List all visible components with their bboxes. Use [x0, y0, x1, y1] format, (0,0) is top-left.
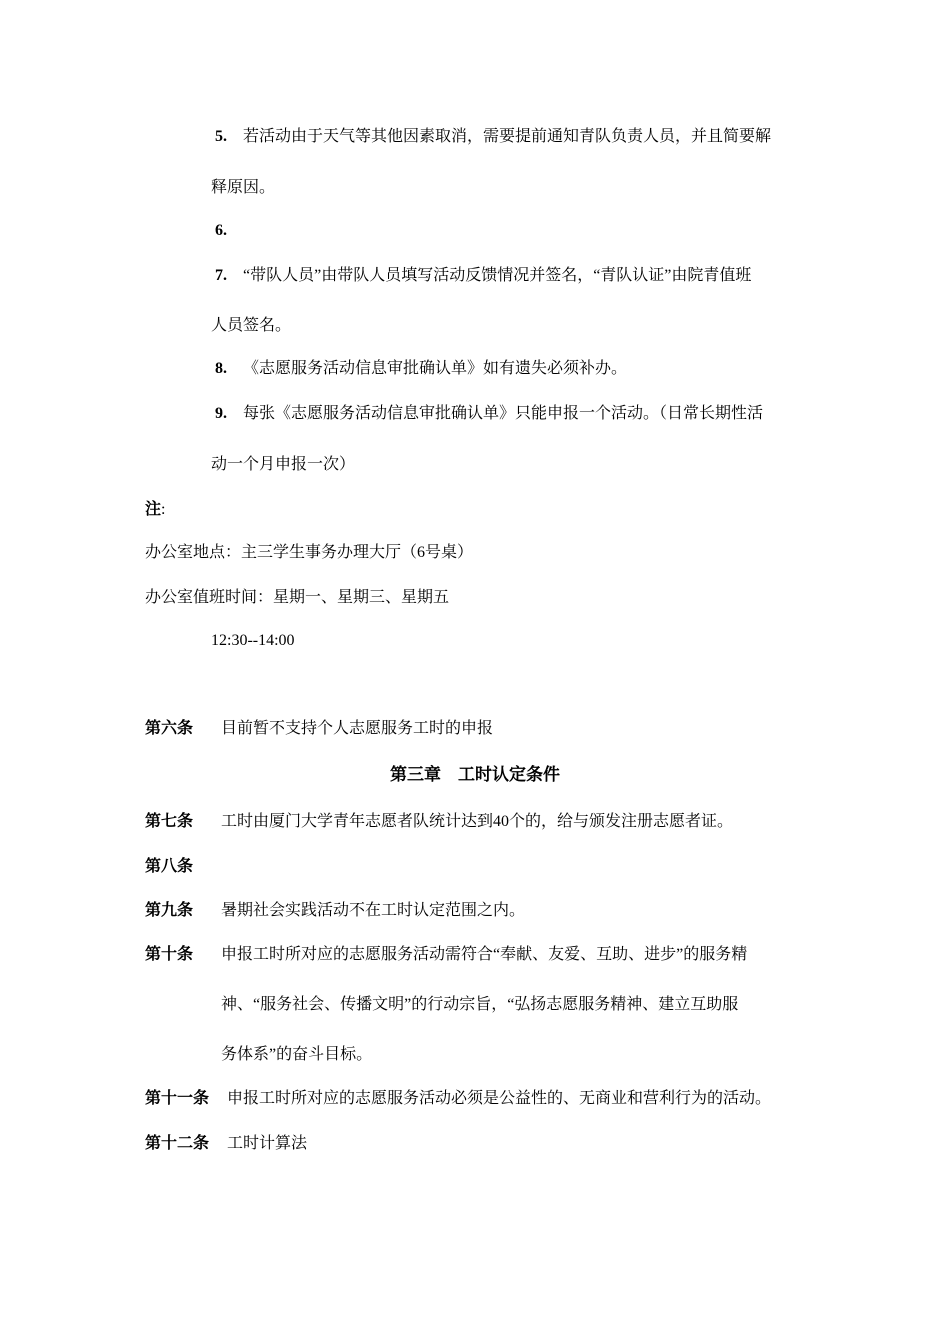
article-10-line-3: 务体系”的奋斗目标。 [221, 1046, 373, 1063]
list-item-9-continuation: 动一个月申报一次） [211, 456, 356, 473]
article-11-text: 申报工时所对应的志愿服务活动必须是公益性的、无商业和营利行为的活动。 [227, 1090, 772, 1107]
list-item-5-continuation: 释原因。 [211, 179, 276, 196]
note-colon: : [161, 501, 166, 518]
article-7-text: 工时由厦门大学青年志愿者队统计达到40个的，给与颁发注册志愿者证。 [221, 813, 734, 830]
article-9-text: 暑期社会实践活动不在工时认定范围之内。 [221, 902, 526, 919]
note-label-text: 注 [145, 501, 162, 518]
list-number: 6. [215, 222, 227, 239]
office-location: 办公室地点：主三学生事务办理大厅（6号桌） [145, 544, 474, 561]
list-item-text: 若活动由于天气等其他因素取消，需要提前通知青队负责人员，并且简要解 [243, 128, 772, 145]
office-duty-time: 办公室值班时间：星期一、星期三、星期五 [145, 589, 450, 606]
list-item-text: 每张《志愿服务活动信息审批确认单》只能申报一个活动。（日常长期性活 [243, 405, 764, 422]
article-10-label: 第十条 [145, 946, 194, 963]
list-item-7-continuation: 人员签名。 [211, 317, 292, 334]
list-item-text: 《志愿服务活动信息审批确认单》如有遗失必须补办。 [243, 360, 628, 377]
article-6-label: 第六条 [145, 720, 194, 737]
article-7-label: 第七条 [145, 813, 194, 830]
list-item-8 [215, 359, 627, 379]
article-8-label: 第八条 [145, 858, 194, 875]
note-label [145, 500, 165, 520]
article-6-text: 目前暂不支持个人志愿服务工时的申报 [221, 720, 494, 737]
article-10-line-1: 申报工时所对应的志愿服务活动需符合“奉献、友爱、互助、进步”的服务精 [221, 946, 748, 963]
list-number: 5. [215, 128, 227, 145]
list-item-text: “带队人员”由带队人员填写活动反馈情况并签名，“青队认证”由院青值班 [243, 267, 752, 284]
article-12-text: 工时计算法 [227, 1135, 308, 1152]
office-duty-hours: 12:30--14:00 [211, 632, 295, 649]
article-10-line-2: 神、“服务社会、传播文明”的行动宗旨，“弘扬志愿服务精神、建立互助服 [221, 996, 739, 1013]
list-item-9 [215, 404, 763, 424]
list-item-5 [215, 127, 771, 147]
list-number: 9. [215, 405, 227, 422]
list-item-6 [215, 221, 243, 241]
article-9-label: 第九条 [145, 902, 194, 919]
list-number: 7. [215, 267, 227, 284]
chapter-3-heading: 第三章 工时认定条件 [390, 765, 560, 784]
article-11-label: 第十一条 [145, 1090, 210, 1107]
list-number: 8. [215, 360, 227, 377]
list-item-7 [215, 266, 751, 286]
article-12-label: 第十二条 [145, 1135, 210, 1152]
